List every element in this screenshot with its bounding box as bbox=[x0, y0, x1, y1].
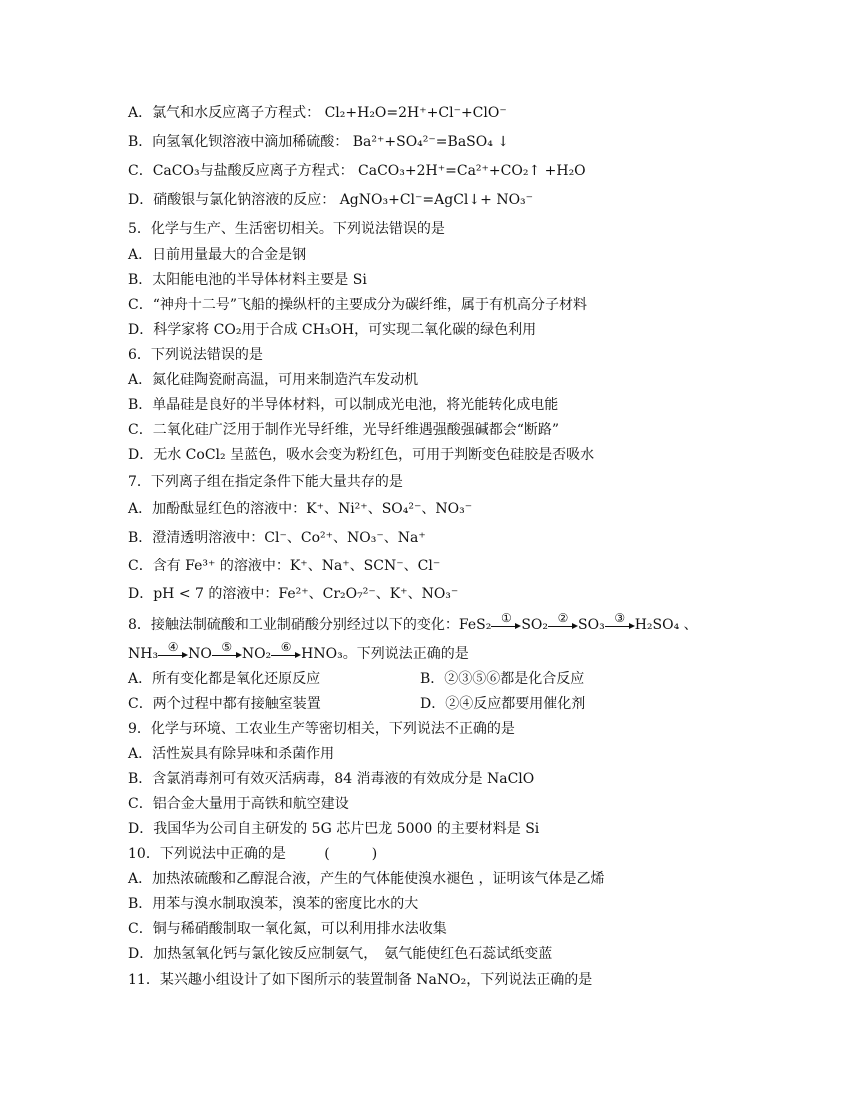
q8-options-row1 bbox=[128, 670, 585, 688]
q10-stem-text: 10．下列说法中正确的是 bbox=[128, 846, 286, 862]
q5-option-b: B．太阳能电池的半导体材料主要是 Si bbox=[128, 272, 367, 288]
q8-options-row2 bbox=[128, 695, 586, 713]
reaction-arrow-6: ⑥ bbox=[271, 646, 301, 660]
equation: CaCO₃+2H⁺=Ca²⁺+CO₂↑ +H₂O bbox=[358, 163, 586, 179]
q7-option-b: B．澄清透明溶液中：Cl⁻、Co²⁺、NO₃⁻、Na⁺ bbox=[128, 530, 426, 546]
q9-option-c: C．铝合金大量用于高铁和航空建设 bbox=[128, 796, 349, 812]
product-so3: SO₃ bbox=[578, 617, 605, 633]
option-label: C．CaCO₃与盐酸反应离子方程式： bbox=[128, 163, 354, 179]
q8-stem-line2 bbox=[128, 640, 469, 663]
q9-option-a: A．活性炭具有除异味和杀菌作用 bbox=[128, 746, 335, 762]
product-hno3: HNO₃。下列说法正确的是 bbox=[301, 646, 469, 662]
q10-stem bbox=[128, 845, 377, 863]
q7-stem: 7．下列离子组在指定条件下能大量共存的是 bbox=[128, 474, 403, 490]
q8-stem-text: 8．接触法制硫酸和工业制硝酸分别经过以下的变化：FeS₂ bbox=[128, 617, 492, 633]
q8-option-c: C．两个过程中都有接触室装置 bbox=[128, 696, 321, 712]
q4-option-c bbox=[128, 162, 586, 180]
equation: AgNO₃+Cl⁻=AgCl↓+ NO₃⁻ bbox=[339, 192, 534, 208]
product-no2: NO₂ bbox=[241, 646, 272, 662]
equation: Ba²⁺+SO₄²⁻=BaSO₄ ↓ bbox=[352, 134, 510, 150]
q6-option-c: C．二氧化硅广泛用于制作光导纤维，光导纤维遇强酸强碱都会“断路” bbox=[128, 422, 560, 438]
q7-option-a: A．加酚酞显红色的溶液中：K⁺、Ni²⁺、SO₄²⁻、NO₃⁻ bbox=[128, 501, 473, 517]
q5-option-d: D．科学家将 CO₂用于合成 CH₃OH，可实现二氧化碳的绿色利用 bbox=[128, 322, 537, 338]
q4-option-b bbox=[128, 133, 509, 151]
q7-option-c: C．含有 Fe³⁺ 的溶液中：K⁺、Na⁺、SCN⁻、Cl⁻ bbox=[128, 558, 441, 574]
product-so2: SO₂ bbox=[521, 617, 549, 633]
equation: Cl₂+H₂O=2H⁺+Cl⁻+ClO⁻ bbox=[324, 105, 507, 121]
option-label: B．向氢氧化钡溶液中滴加稀硫酸： bbox=[128, 134, 349, 150]
reaction-arrow-2: ② bbox=[548, 617, 578, 631]
q7-option-d: D．pH < 7 的溶液中：Fe²⁺、Cr₂O₇²⁻、K⁺、NO₃⁻ bbox=[128, 586, 459, 602]
q4-option-a bbox=[128, 104, 507, 122]
q5-stem: 5．化学与生产、生活密切相关。下列说法错误的是 bbox=[128, 221, 445, 237]
reaction-arrow-1: ① bbox=[491, 617, 521, 631]
q6-option-d: D．无水 CoCl₂ 呈蓝色，吸水会变为粉红色，可用于判断变色硅胶是否吸水 bbox=[128, 447, 595, 463]
q6-option-a: A．氮化硅陶瓷耐高温，可用来制造汽车发动机 bbox=[128, 372, 419, 388]
q8-option-a: A．所有变化都是氧化还原反应 bbox=[128, 671, 321, 687]
q4-option-d bbox=[128, 191, 533, 209]
q6-option-b: B．单晶硅是良好的半导体材料，可以制成光电池，将光能转化成电能 bbox=[128, 397, 559, 413]
q9-option-d: D．我国华为公司自主研发的 5G 芯片巴龙 5000 的主要材料是 Si bbox=[128, 821, 540, 837]
q8-stem-line1 bbox=[128, 611, 698, 634]
reaction-arrow-4: ④ bbox=[158, 646, 188, 660]
option-label: D．硝酸银与氯化钠溶液的反应： bbox=[128, 192, 336, 208]
q8-option-d: D．②④反应都要用催化剂 bbox=[420, 696, 586, 712]
q9-option-b: B．含氯消毒剂可有效灭活病毒，84 消毒液的有效成分是 NaClO bbox=[128, 771, 535, 787]
reactant-nh3: NH₃ bbox=[128, 646, 159, 662]
q5-option-c: C．“神舟十二号”飞船的操纵杆的主要成分为碳纤维，属于有机高分子材料 bbox=[128, 297, 588, 313]
q10-option-b: B．用苯与溴水制取溴苯，溴苯的密度比水的大 bbox=[128, 896, 419, 912]
answer-blank: ( ) bbox=[324, 846, 378, 862]
q5-option-a: A．日前用量最大的合金是钢 bbox=[128, 247, 307, 263]
option-label: A．氯气和水反应离子方程式： bbox=[128, 105, 321, 121]
product-h2so4: H₂SO₄ 、 bbox=[634, 617, 698, 633]
q8-option-b: B．②③⑤⑥都是化合反应 bbox=[420, 671, 585, 687]
q10-option-a: A．加热浓硫酸和乙醇混合液，产生的气体能使溴水褪色 ，证明该气体是乙烯 bbox=[128, 871, 605, 887]
q10-option-c: C．铜与稀硝酸制取一氧化氮，可以利用排水法收集 bbox=[128, 921, 447, 937]
q6-stem: 6．下列说法错误的是 bbox=[128, 347, 263, 363]
reaction-arrow-5: ⑤ bbox=[212, 646, 242, 660]
q9-stem: 9．化学与环境、工农业生产等密切相关，下列说法不正确的是 bbox=[128, 721, 515, 737]
q11-stem: 11．某兴趣小组设计了如下图所示的装置制备 NaNO₂，下列说法正确的是 bbox=[128, 972, 593, 988]
reaction-arrow-3: ③ bbox=[605, 617, 635, 631]
product-no: NO bbox=[188, 646, 212, 662]
q10-option-d: D．加热氢氧化钙与氯化铵反应制氨气， 氨气能使红色石蕊试纸变蓝 bbox=[128, 946, 553, 962]
